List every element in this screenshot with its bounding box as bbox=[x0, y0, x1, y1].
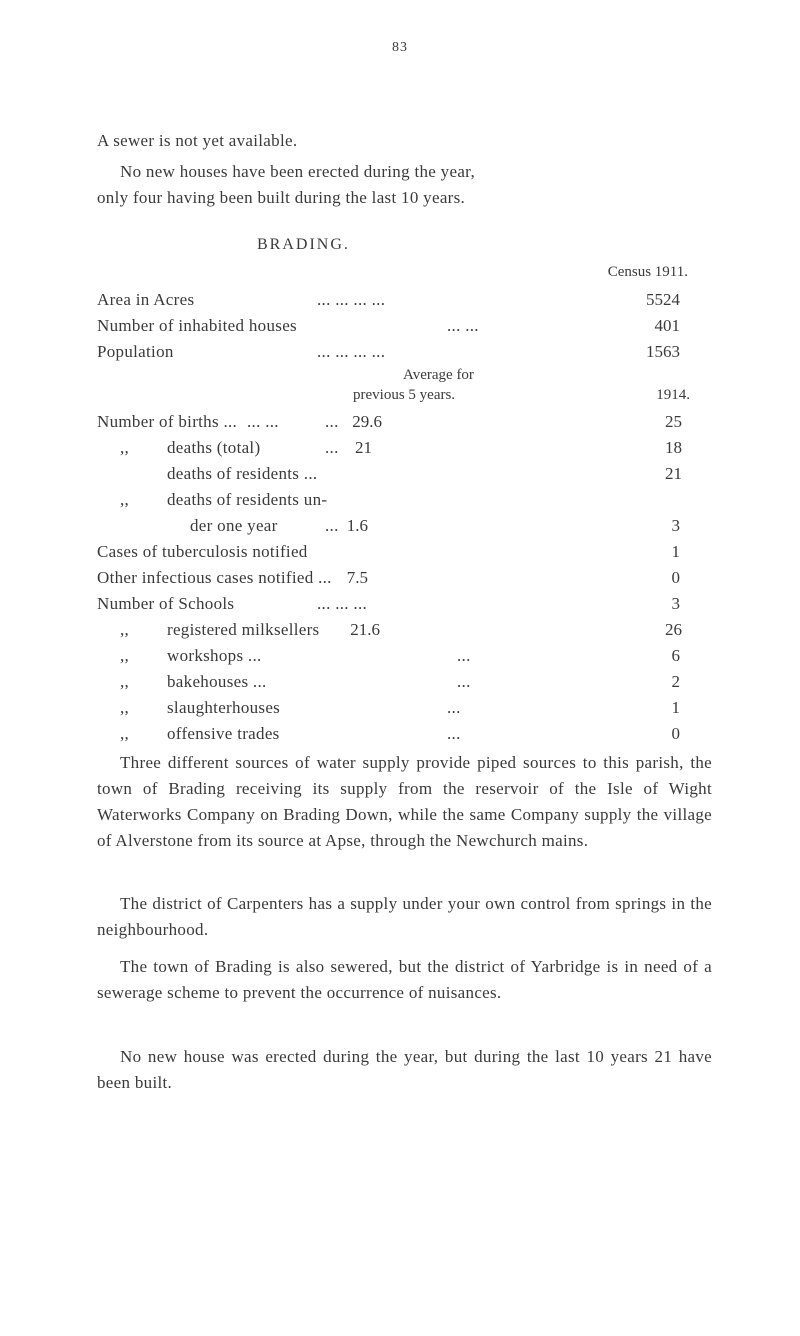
stats-row-label: Other infectious cases notified ... bbox=[97, 568, 332, 587]
stats-row-1914: 3 bbox=[671, 594, 680, 613]
census-row-value: 1563 bbox=[646, 342, 680, 361]
stats-row-leader: ... bbox=[447, 724, 461, 743]
intro-line-2: No new houses have been erected during the year, bbox=[120, 162, 475, 181]
paragraph-new-houses: No new house was erected during the year, but during the last 10 years 21 have been built. bbox=[97, 1047, 712, 1092]
ditto-mark: ,, bbox=[120, 620, 130, 639]
census-row-value: 401 bbox=[654, 316, 680, 335]
paragraph-water-supply: Three different sources of water supply provide piped sources to this parish, the town of Brading receiving its supply from the reservoir of the Isle of Wight Waterworks Company on Brading Down, while the same Company supply the village of Alverstone from its source at Apse, through the Newchurch mains. bbox=[97, 753, 712, 850]
census-row-label: Number of inhabited houses bbox=[97, 316, 297, 335]
stats-row-average: 21.6 bbox=[350, 620, 380, 639]
stats-row-leader: ... bbox=[457, 646, 471, 665]
stats-row-leader: ... bbox=[325, 412, 339, 431]
stats-row-leader: ... bbox=[325, 516, 339, 535]
stats-row-label: der one year bbox=[190, 516, 278, 535]
ditto-mark: ,, bbox=[120, 672, 130, 691]
ditto-mark: ,, bbox=[120, 724, 130, 743]
stats-row-label: Number of births ... bbox=[97, 412, 238, 431]
stats-row-label: deaths (total) bbox=[167, 438, 261, 457]
census-header: Census 1911. bbox=[607, 264, 688, 280]
year-header: 1914. bbox=[656, 387, 690, 403]
stats-row-1914: 0 bbox=[671, 568, 680, 587]
stats-row-1914: 1 bbox=[671, 698, 680, 717]
stats-row-leader: ... ... bbox=[247, 412, 279, 431]
paragraph-carpenters: The district of Carpenters has a supply under your own control from springs in the neighbourhood. bbox=[97, 894, 712, 939]
ditto-mark: ,, bbox=[120, 646, 130, 665]
stats-row-1914: 25 bbox=[665, 412, 682, 431]
stats-row-leader: ... bbox=[457, 672, 471, 691]
ditto-mark: ,, bbox=[120, 490, 130, 509]
census-row-label: Area in Acres bbox=[97, 290, 195, 309]
average-header-line-1: Average for bbox=[403, 367, 474, 383]
census-row-leader: ... ... ... ... bbox=[317, 290, 386, 309]
ditto-mark: ,, bbox=[120, 698, 130, 717]
section-title: BRADING. bbox=[257, 236, 350, 253]
page-number: 83 bbox=[392, 40, 408, 55]
stats-row-label: slaughterhouses bbox=[167, 698, 281, 717]
census-row-label: Population bbox=[97, 342, 174, 361]
stats-row-average: 29.6 bbox=[352, 412, 382, 431]
stats-row-1914: 0 bbox=[671, 724, 680, 743]
stats-row-label: Cases of tuberculosis notified bbox=[97, 542, 308, 561]
ditto-mark: ,, bbox=[120, 438, 130, 457]
stats-row-1914: 26 bbox=[665, 620, 682, 639]
intro-line-3: only four having been built during the last 10 years. bbox=[97, 188, 466, 207]
stats-row-average: 1.6 bbox=[346, 516, 368, 535]
stats-row-label: bakehouses ... bbox=[167, 672, 267, 691]
stats-row-1914: 21 bbox=[665, 464, 682, 483]
census-row-leader: ... ... ... ... bbox=[317, 342, 386, 361]
stats-row-leader: ... bbox=[325, 438, 339, 457]
census-row-value: 5524 bbox=[646, 290, 680, 309]
stats-row-label: deaths of residents un- bbox=[167, 490, 328, 509]
stats-row-label: deaths of residents ... bbox=[167, 464, 318, 483]
average-header-line-2: previous 5 years. bbox=[353, 387, 456, 403]
stats-row-1914: 6 bbox=[671, 646, 680, 665]
census-row-leader: ... ... bbox=[447, 316, 479, 335]
stats-row-label: Number of Schools bbox=[97, 594, 235, 613]
stats-row-average: 21 bbox=[355, 438, 372, 457]
intro-line-1: A sewer is not yet available. bbox=[97, 131, 298, 150]
stats-row-1914: 1 bbox=[671, 542, 680, 561]
stats-row-label: workshops ... bbox=[167, 646, 262, 665]
stats-row-1914: 18 bbox=[665, 438, 682, 457]
stats-row-1914: 3 bbox=[671, 516, 680, 535]
paragraph-sewerage: The town of Brading is also sewered, but the district of Yarbridge is in need of a sewerage scheme to prevent the occurrence of nuisances. bbox=[97, 957, 712, 1002]
stats-row-average: 7.5 bbox=[346, 568, 368, 587]
stats-row-label: registered milksellers bbox=[167, 620, 320, 639]
stats-row-1914: 2 bbox=[671, 672, 680, 691]
stats-row-leader: ... ... ... bbox=[317, 594, 368, 613]
stats-row-label: offensive trades bbox=[167, 724, 280, 743]
stats-row-leader: ... bbox=[447, 698, 461, 717]
